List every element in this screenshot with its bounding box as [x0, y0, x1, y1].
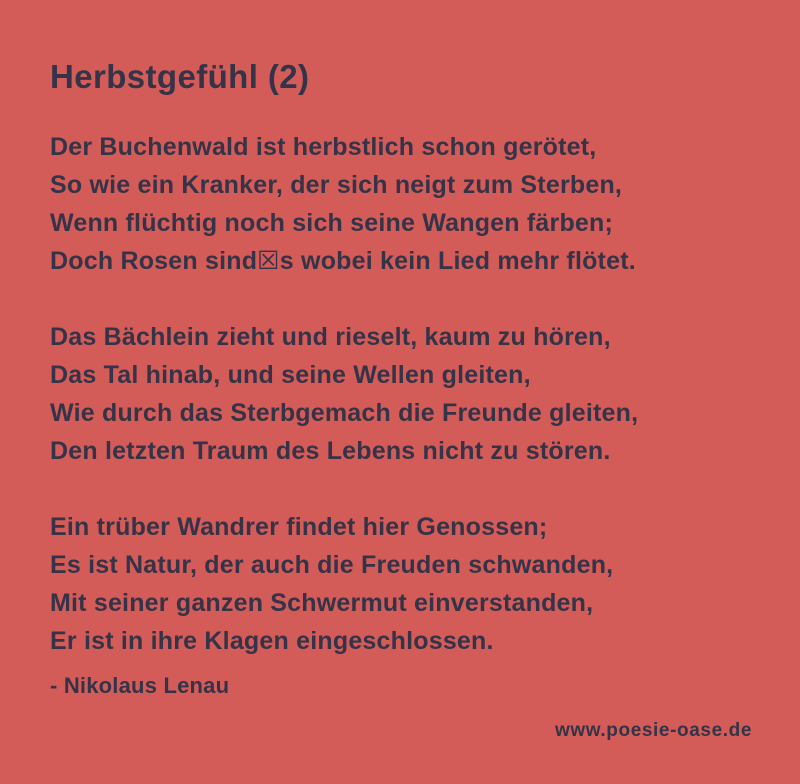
poem-line: Wie durch das Sterbgemach die Freunde gleiten, — [50, 399, 639, 427]
poem-line: Der Buchenwald ist herbstlich schon gerötet, — [50, 133, 597, 161]
poem-line: Das Tal hinab, und seine Wellen gleiten, — [50, 361, 531, 389]
poem-line: Doch Rosen sind☒s wobei kein Lied mehr flötet. — [50, 247, 636, 275]
poem-line: Wenn flüchtig noch sich seine Wangen färben; — [50, 209, 614, 237]
poem-stanza-3 — [50, 508, 750, 660]
poem-stanza-1 — [50, 128, 750, 280]
poem-line: Mit seiner ganzen Schwermut einverstanden, — [50, 589, 594, 617]
poem-line: So wie ein Kranker, der sich neigt zum Sterben, — [50, 171, 623, 199]
poem-line: Den letzten Traum des Lebens nicht zu stören. — [50, 437, 611, 465]
poem-author: - Nikolaus Lenau — [50, 673, 230, 698]
poem-line: Es ist Natur, der auch die Freuden schwanden, — [50, 551, 614, 579]
website-url: www.poesie-oase.de — [555, 720, 752, 741]
poem-line: Das Bächlein zieht und rieselt, kaum zu hören, — [50, 323, 611, 351]
poem-title: Herbstgefühl (2) — [50, 58, 310, 95]
poem-stanza-2 — [50, 318, 750, 470]
poem-line: Ein trüber Wandrer findet hier Genossen; — [50, 513, 548, 541]
poem-line: Er ist in ihre Klagen eingeschlossen. — [50, 627, 494, 655]
